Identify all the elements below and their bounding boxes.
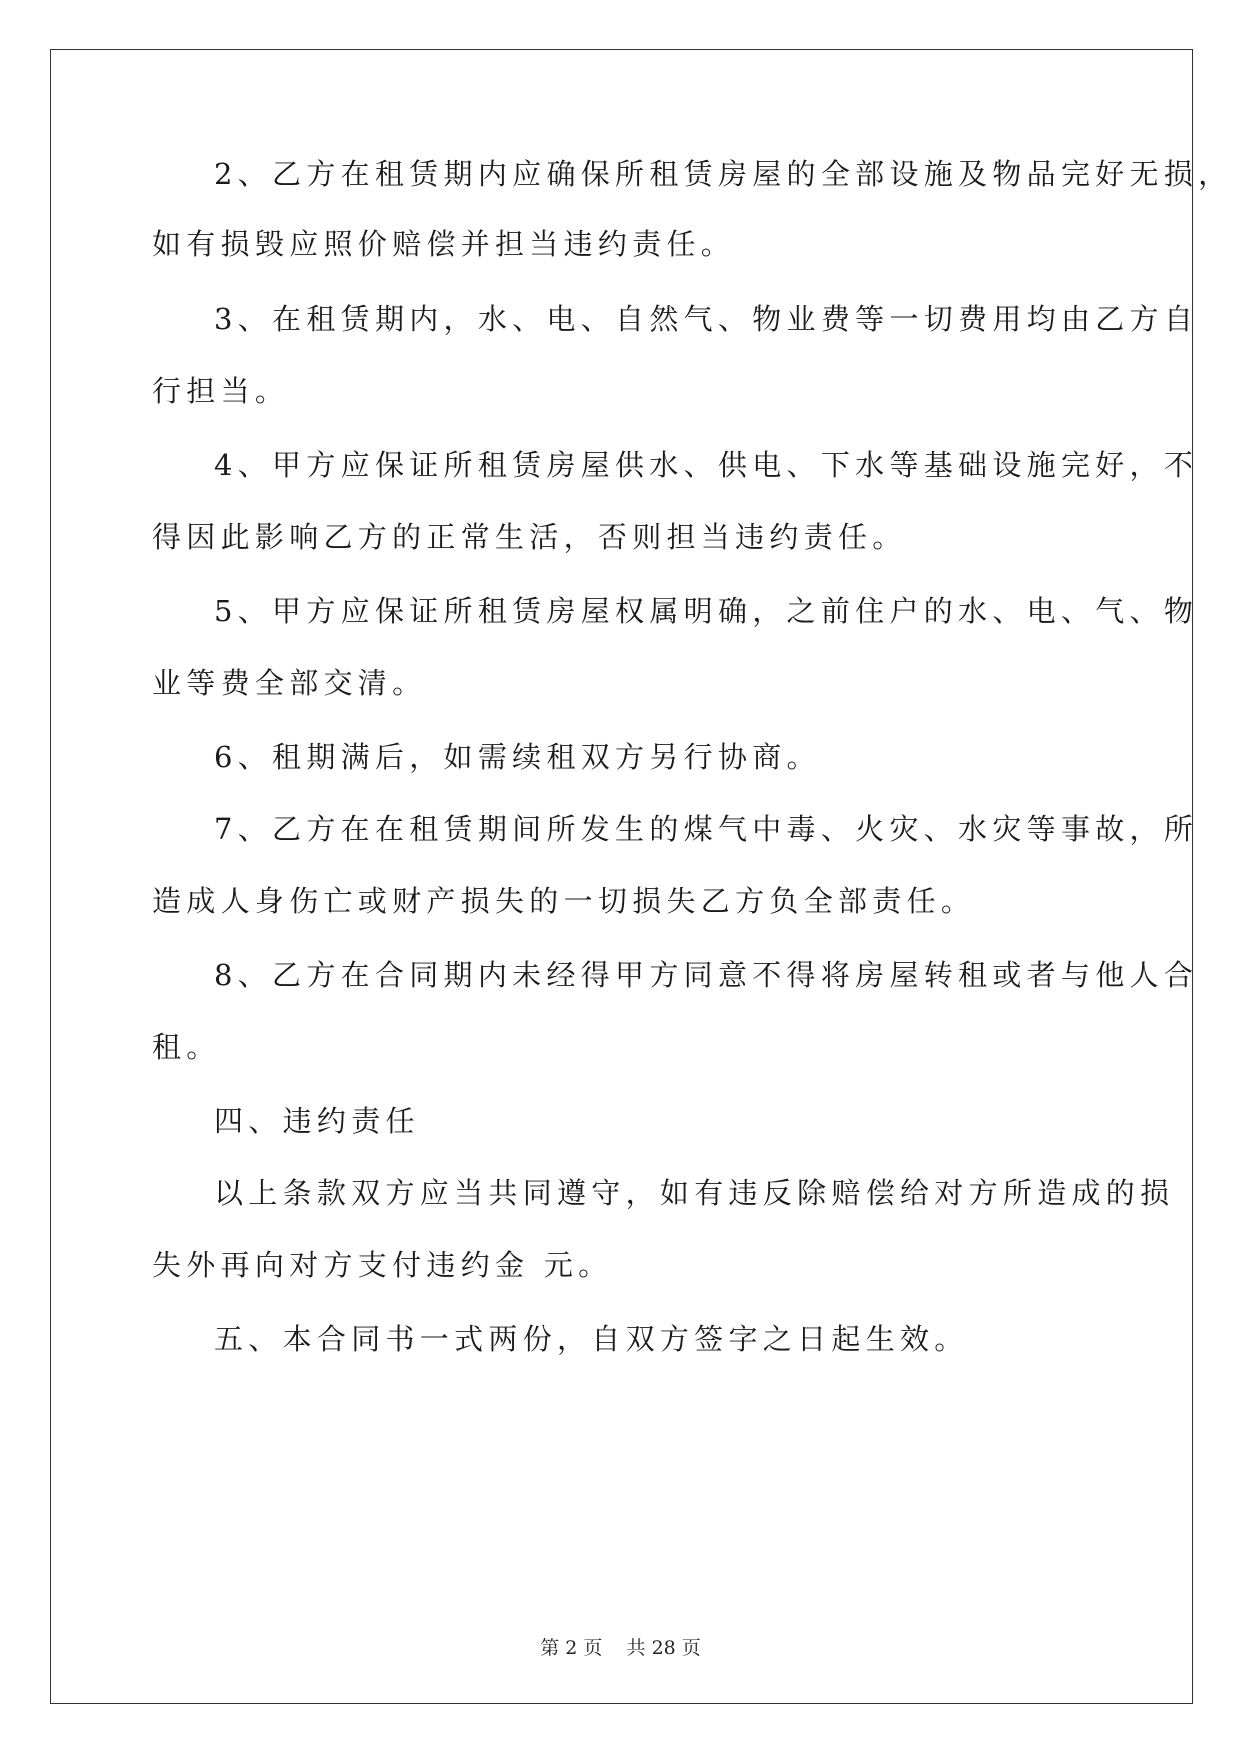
clause-8-line-1: 8、乙方在合同期内未经得甲方同意不得将房屋转租或者与他人合 bbox=[214, 958, 1199, 992]
page-number-footer: 第 2 页 共 28 页 bbox=[540, 1637, 701, 1659]
clause-7-line-2: 造成人身伤亡或财产损失的一切损失乙方负全部责任。 bbox=[152, 884, 976, 918]
clause-2-line-2: 如有损毁应照价赔偿并担当违约责任。 bbox=[152, 227, 736, 261]
clause-4-line-1: 4、甲方应保证所租赁房屋供水、供电、下水等基础设施完好，不 bbox=[214, 448, 1199, 482]
clause-4-line-2: 得因此影响乙方的正常生活，否则担当违约责任。 bbox=[152, 520, 907, 554]
breach-clause-line-2: 失外再向对方支付违约金 元。 bbox=[152, 1248, 613, 1282]
breach-clause-line-1: 以上条款双方应当共同遵守，如有违反除赔偿给对方所造成的损 bbox=[214, 1176, 1175, 1210]
clause-2-line-1: 2、乙方在租赁期内应确保所租赁房屋的全部设施及物品完好无损， bbox=[214, 157, 1233, 191]
clause-7-line-1: 7、乙方在在租赁期间所发生的煤气中毒、火灾、水灾等事故，所 bbox=[214, 812, 1199, 846]
clause-5-line-2: 业等费全部交清。 bbox=[152, 666, 427, 700]
section-effective-clause: 五、本合同书一式两份，自双方签字之日起生效。 bbox=[214, 1322, 969, 1356]
clause-6-line-1: 6、租期满后，如需续租双方另行协商。 bbox=[214, 740, 821, 774]
section-heading-breach: 四、违约责任 bbox=[214, 1104, 420, 1138]
clause-3-line-2: 行担当。 bbox=[152, 374, 290, 408]
clause-5-line-1: 5、甲方应保证所租赁房屋权属明确，之前住户的水、电、气、物 bbox=[214, 594, 1199, 628]
page-border bbox=[50, 49, 1193, 1704]
clause-3-line-1: 3、在租赁期内，水、电、自然气、物业费等一切费用均由乙方自 bbox=[214, 302, 1199, 336]
clause-8-line-2: 租。 bbox=[152, 1030, 221, 1064]
